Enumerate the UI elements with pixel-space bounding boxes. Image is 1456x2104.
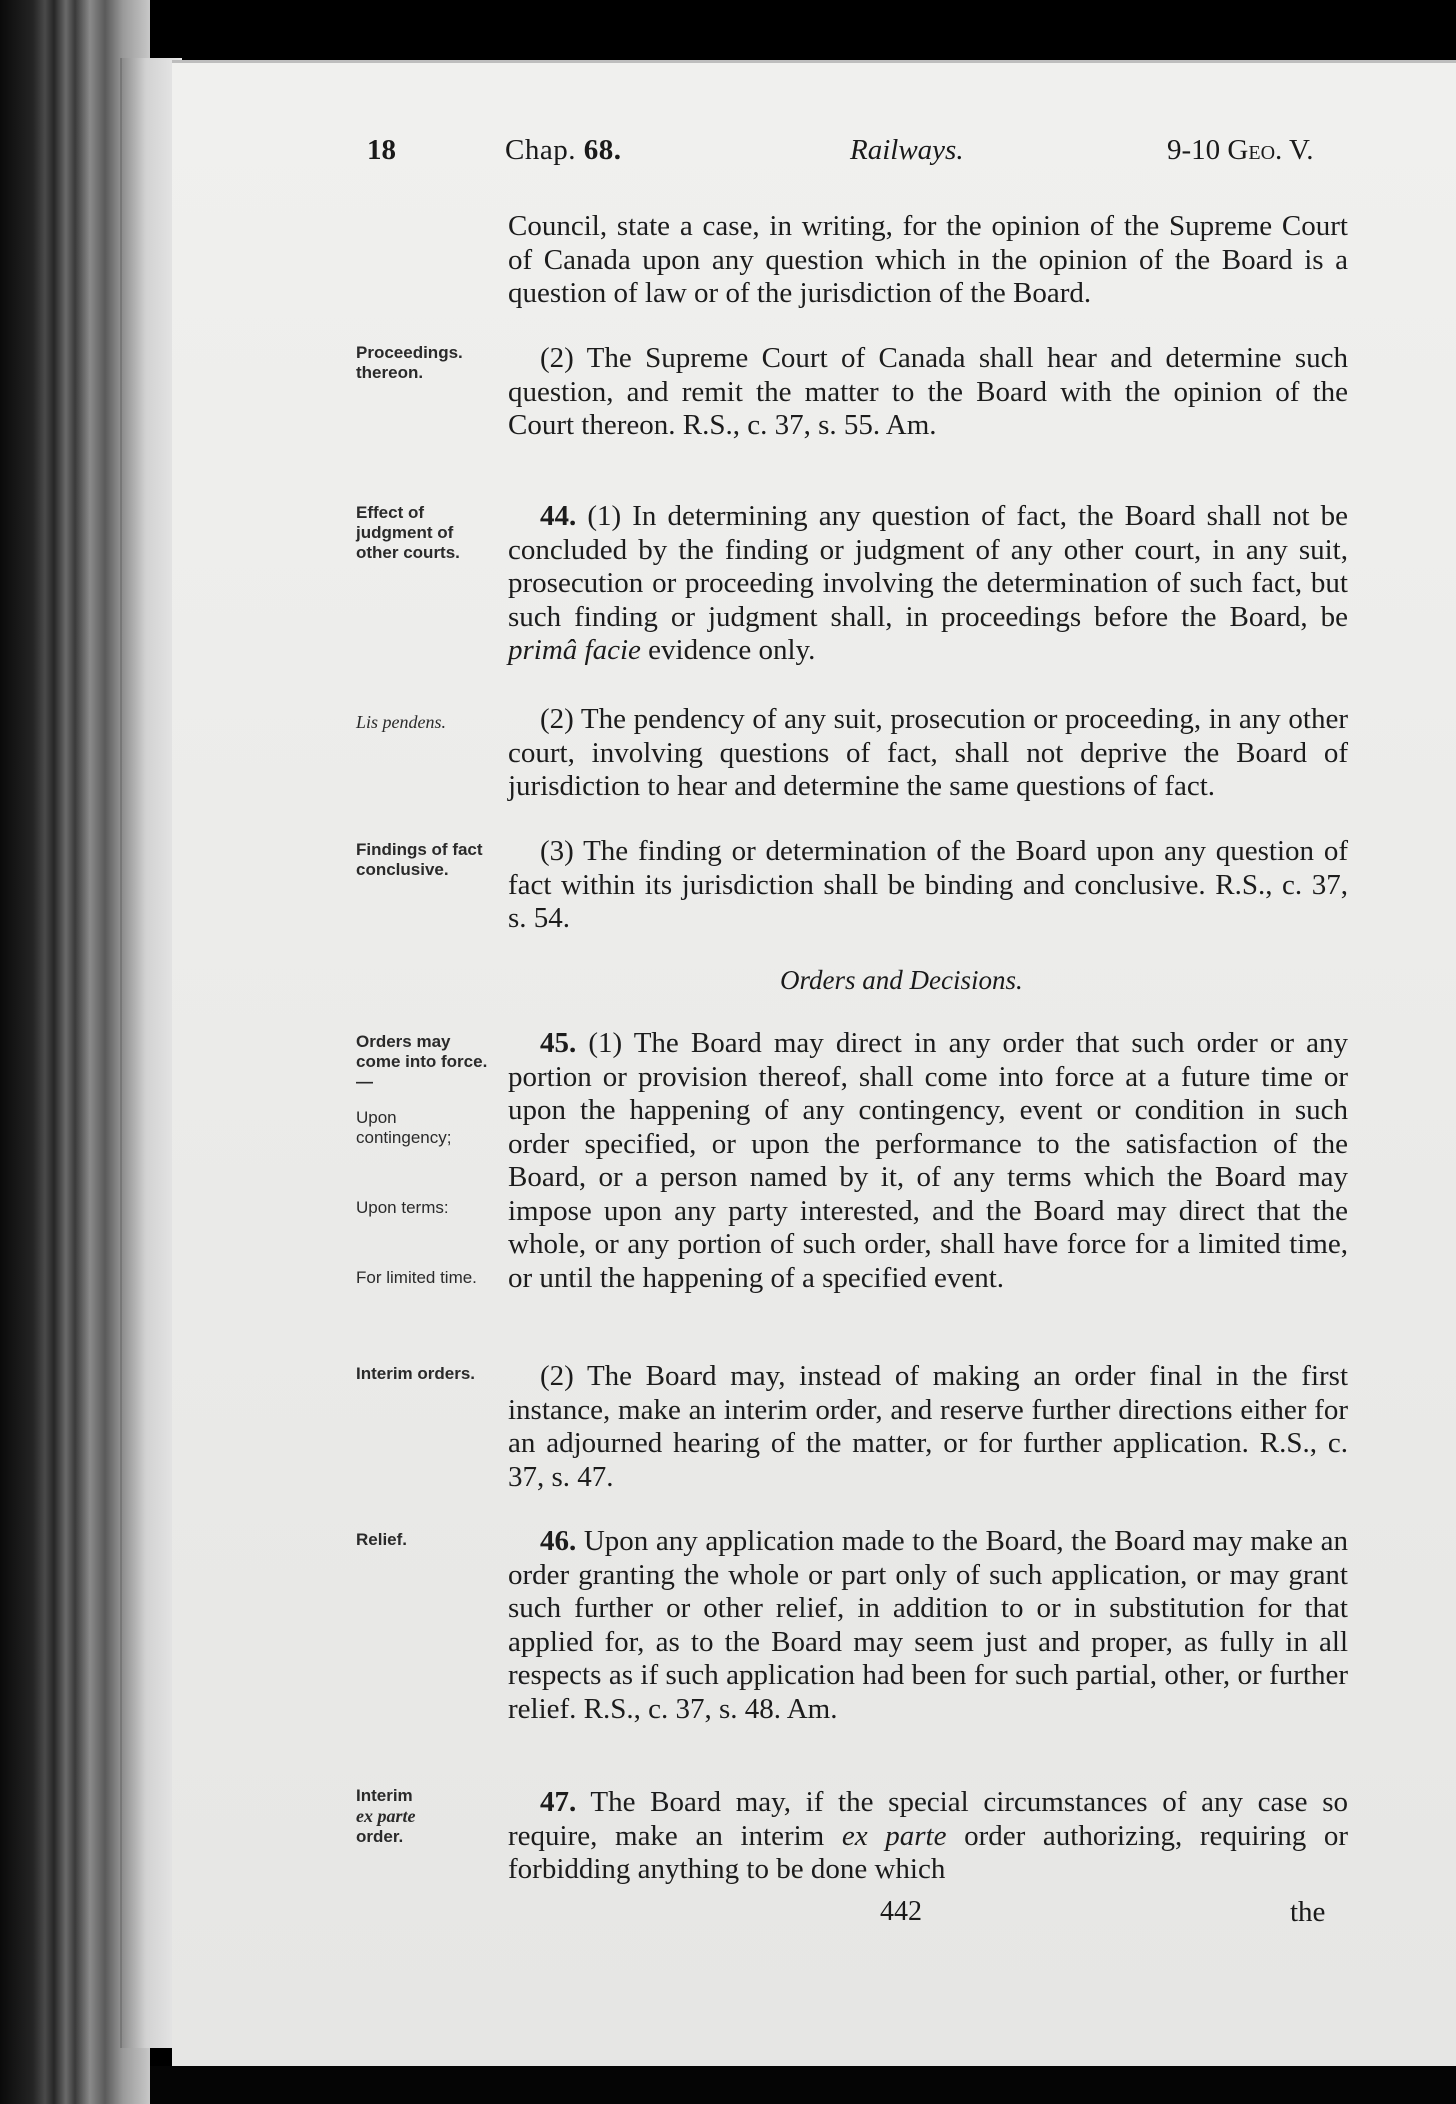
section-46-text: Upon any application made to the Board, the Board may make an order granting the whole or part only of such application, or may grant such further or other relief, in addition to or in substitution for that applied for, as to the Board may seem just and proper, as fully in all respects as if such application had been for such partial, other, or further relief. R.S., c. 37, s. 48. Am. (508, 1525, 1349, 1725)
paragraph-continued: Council, state a case, in writing, for the opinion of the Supreme Court of Canada upon any question which in the opinion of the Board is a question of law or of the jurisdiction of the Board. (508, 210, 1348, 309)
page-number: 18 (367, 134, 396, 166)
section-45-1-text: (1) The Board may direct in any order that such order or any portion or provision thereof, shall come into force at a future time or upon the happening of any contingency, event or condition in such order specified, or upon the performance to the satisfaction of the Board, or a person named by it, of any terms which the Board may impose upon any party interested, and the Board may direct that the whole, or any portion of such order, shall have force for a limited time, or until the happening of a specified event. (508, 1027, 1349, 1294)
section-45-1 (508, 1027, 1348, 1295)
chapter-number: 68. (583, 134, 622, 166)
regnal-year: 9-10 Geo. V. (1167, 134, 1314, 166)
margin-note-relief: Relief. (356, 1530, 408, 1549)
margin-note-interim-ex-parte: Interim ex parte order. (356, 1786, 416, 1846)
section-46 (508, 1525, 1348, 1726)
margin-note-upon-terms: Upon terms: (356, 1198, 449, 1217)
subheading-orders-and-decisions: Orders and Decisions. (780, 965, 1023, 995)
paragraph-43-2: (2) The Supreme Court of Canada shall hear and determine such question, and remit the matter to the Board with the opinion of the Court thereon. R.S., c. 37, s. 55. Am. (508, 342, 1348, 441)
folio-number: 442 (880, 1896, 922, 1927)
section-45-2: (2) The Board may, instead of making an order final in the first instance, make an interim order, and reserve further directions either for an adjourned hearing of the matter, or for further application. R.S., c. 37, s. 47. (508, 1360, 1348, 1493)
margin-note-findings-conclusive: Findings of fact conclusive. (356, 840, 483, 879)
section-44-1-text: (1) In determining any question of fact, the Board shall not be concluded by the finding or judgment of any other court, in any suit, prosecution or proceeding involving the determination of such fact, but such finding or judgment shall, in proceedings before the Board, be (508, 500, 1349, 633)
margin-note-interim-orders: Interim orders. (356, 1364, 476, 1383)
margin-note-effect-of-judgment: Effect of judgment of other courts. (356, 503, 460, 562)
section-number-45: 45. (540, 1027, 577, 1059)
section-44-2: (2) The pendency of any suit, prosecution or proceeding, in any other court, involving questions of fact, shall not deprive the Board of jurisdiction to hear and determine the same questions of fact. (508, 703, 1348, 802)
scan-border (150, 2066, 1456, 2104)
section-47-text: The Board may, if the special circumstances of any case so require, make an interim (508, 1786, 1348, 1852)
section-number-47: 47. (540, 1786, 577, 1818)
section-47-end: order authorizing, requiring or forbidding anything to be done which (508, 1819, 1348, 1885)
section-47-italic: ex parte (841, 1819, 947, 1852)
margin-note-lis-pendens: Lis pendens. (356, 712, 446, 732)
section-44-1-italic: primâ facie (508, 634, 641, 666)
section-number-44: 44. (540, 500, 577, 532)
margin-note-upon-contingency: Upon contingency; (356, 1108, 452, 1147)
section-44-3: (3) The finding or determination of the Board upon any question of fact within its jurisdiction shall be binding and conclusive. R.S., c. 37, s. 54. (508, 835, 1348, 934)
section-47 (508, 1786, 1348, 1887)
catchword: the (1290, 1896, 1326, 1928)
chapter-word: Chap. (505, 134, 576, 166)
section-44-1-end: evidence only. (648, 634, 816, 666)
section-number-46: 46. (540, 1525, 577, 1557)
margin-note-limited-time: For limited time. (356, 1268, 477, 1287)
running-title: Railways. (850, 134, 964, 166)
margin-note-orders-force: Orders may come into force.— (356, 1032, 488, 1091)
margin-note-proceedings: Proceedings. thereon. (356, 343, 463, 382)
section-44-1 (508, 500, 1348, 668)
chapter-label (505, 134, 621, 167)
